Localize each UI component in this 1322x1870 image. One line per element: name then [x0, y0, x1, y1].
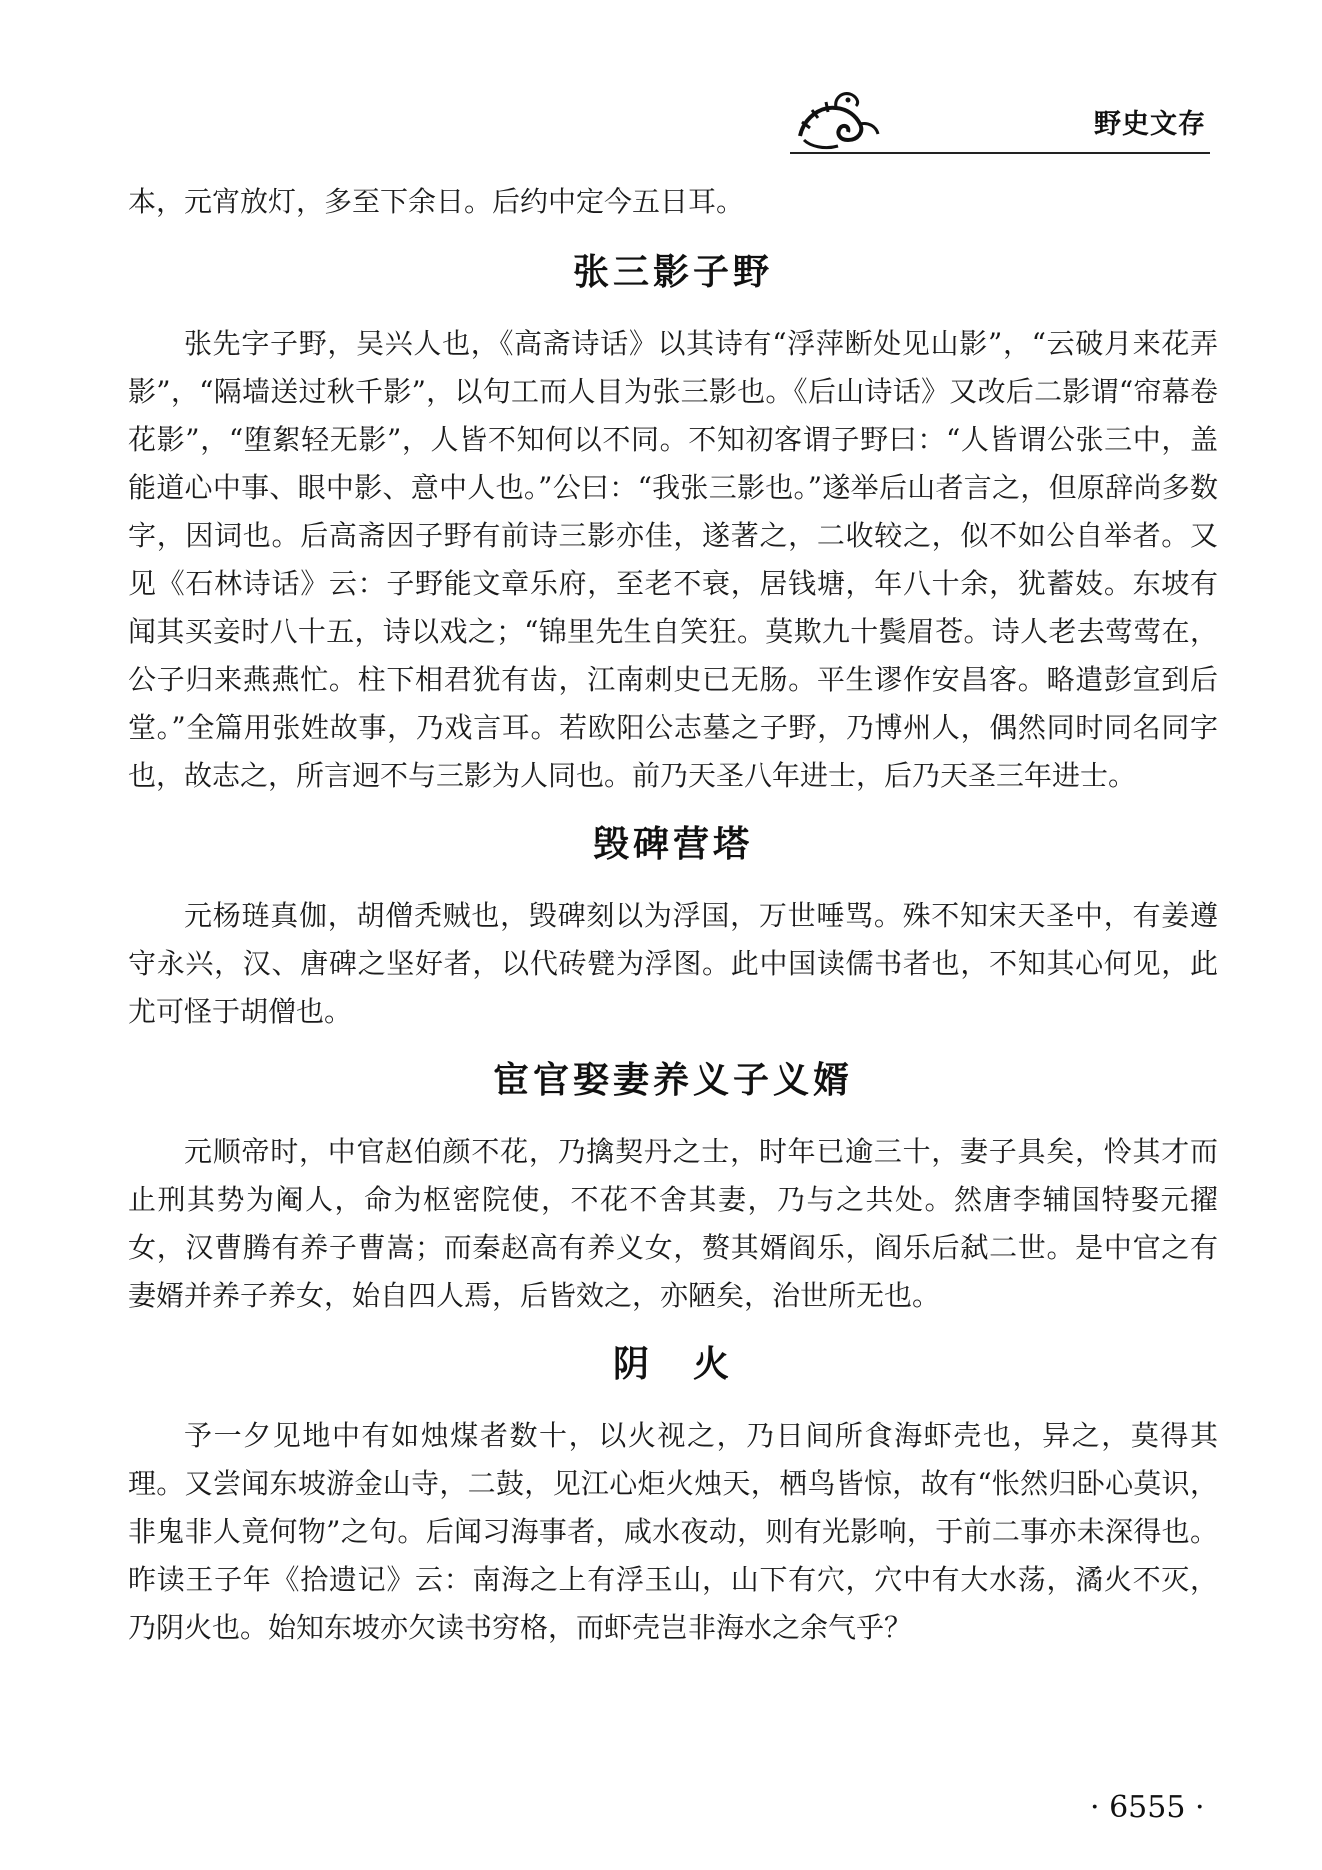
header-rule [790, 152, 1210, 154]
header-title: 野史文存 [1094, 109, 1206, 140]
page-body [128, 178, 1218, 1652]
section-paragraph: 元顺帝时，中官赵伯颜不花，乃擒契丹之士，时年已逾三十，妻子具矣，怜其才而止刑其势为阉人，命为枢密院使，不花不舍其妻，乃与之共处。然唐李辅国特娶元擢女，汉曹腾有养子曹嵩；而秦赵高有养义女，赘其婿阎乐，阎乐后弑二世。是中官之有妻婿并养子养女，始自四人焉，后皆效之，亦陋矣，治世所无也。 [128, 1135, 1218, 1312]
section-paragraph: 张先字子野，吴兴人也，《高斋诗话》以其诗有“浮萍断处见山影”，“云破月来花弄影”，“隔墙送过秋千影”，以句工而人目为张三影也。《后山诗话》又改后二影谓“帘幕卷花影”，“堕絮轻无影”，人皆不知何以不同。不知初客谓子野曰：“人皆谓公张三中，盖能道心中事、眼中影、意中人也。”公曰：“我张三影也。”遂举后山者言之，但原辞尚多数字，因词也。后高斋因子野有前诗三影亦佳，遂著之，二收较之，似不如公自举者。又见《石林诗话》云：子野能文章乐府，至老不衰，居钱塘，年八十余，犹蓄妓。东坡有闻其买妾时八十五，诗以戏之；“锦里先生自笑狂。莫欺九十鬓眉苍。诗人老去莺莺在，公子归来燕燕忙。柱下相君犹有齿，江南刺史已无肠。平生谬作安昌客。略遣彭宣到后堂。”全篇用张姓故事，乃戏言耳。若欧阳公志墓之子野，乃博州人，偶然同时同名同字也，故志之，所言迥不与三影为人同也。前乃天圣八年进士，后乃天圣三年进士。 [128, 327, 1218, 792]
section-paragraph: 元杨琏真伽，胡僧秃贼也，毁碑刻以为浮国，万世唾骂。殊不知宋天圣中，有姜遵守永兴，汉、唐碑之坚好者，以代砖甓为浮图。此中国读儒书者也，不知其心何见，此尤可怪于胡僧也。 [128, 899, 1218, 1028]
section-title: 毁碑营塔 [592, 823, 753, 865]
section-title: 阴 火 [612, 1343, 733, 1385]
dragon-emblem-icon [790, 88, 882, 154]
running-header [790, 88, 1210, 160]
section-title: 宦官娶妻养义子义婿 [492, 1059, 853, 1101]
page-number: · 6555 · [1090, 1790, 1205, 1825]
section-paragraph: 予一夕见地中有如烛煤者数十，以火视之，乃日间所食海虾壳也，异之，莫得其理。又尝闻东坡游金山寺，二鼓，见江心炬火烛天，栖鸟皆惊，故有“怅然归卧心莫识，非鬼非人竟何物”之句。后闻习海事者，咸水夜动，则有光影响，于前二事亦未深得也。昨读王子年《拾遗记》云：南海之上有浮玉山，山下有穴，穴中有大水荡，潏火不灭，乃阴火也。始知东坡亦欠读书穷格，而虾壳岂非海水之余气乎？ [128, 1419, 1218, 1644]
continuation-paragraph: 本，元宵放灯，多至下余日。后约中定今五日耳。 [128, 185, 745, 218]
section-title: 张三影子野 [572, 251, 773, 293]
